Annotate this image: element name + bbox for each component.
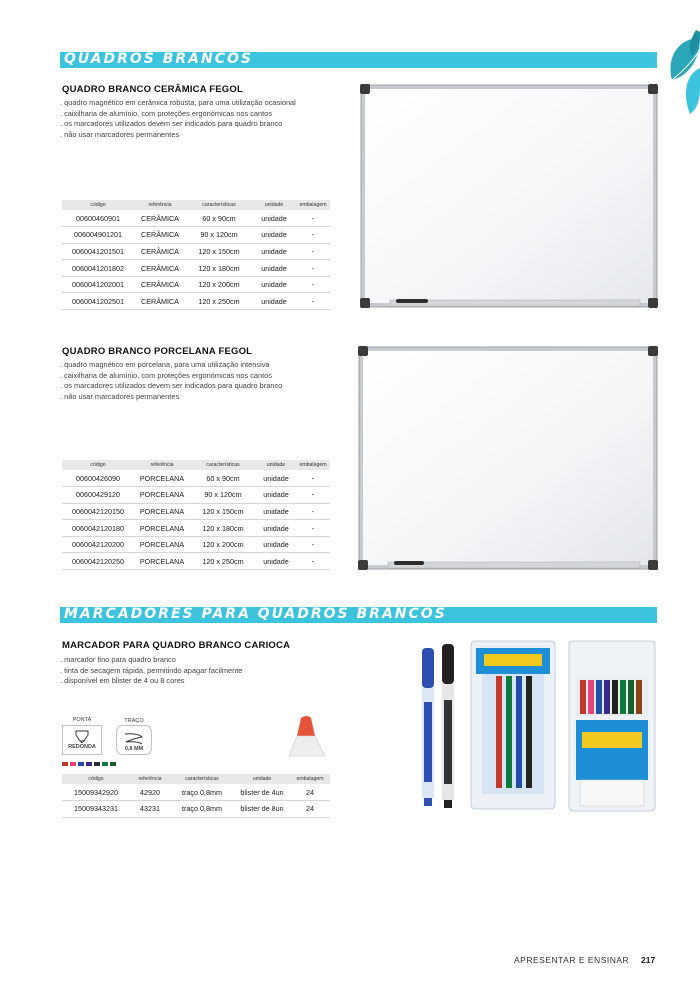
table-cell: 24 [290,784,330,801]
marker-tip-closeup-image [285,714,331,758]
description-line: . caixilharia de alumínio, com proteções ergonómicas nos cantos [60,108,272,118]
table-cell: unidade [252,293,296,310]
table-cell: - [296,227,330,244]
product-description-porcelain [60,360,282,402]
table-cell: CERÂMICA [134,276,186,293]
table-cell: 00600426090 [62,470,134,487]
description-line: . caixilharia de alumínio, com proteções ergonómicas nos cantos [60,370,272,380]
table-cell: unidade [252,210,296,227]
table-cell: - [296,243,330,260]
description-line: . disponível em blister de 4 ou 8 cores [60,676,185,685]
description-line: . marcador fino para quadro branco [60,655,176,664]
color-swatch [110,762,116,766]
table-cell: PORCELANA [134,470,190,487]
header-embalagem: embalagem [296,200,330,210]
table-row [62,260,330,277]
table-cell: - [296,470,330,487]
header-unidade: unidade [234,774,290,784]
header-embalagem: embalagem [296,460,330,470]
table-header-row [62,200,330,210]
table-cell: 120 x 200cm [190,536,256,553]
table-row [62,553,330,570]
table-cell: 60 x 90cm [190,470,256,487]
color-swatch [86,762,92,766]
table-header-row [62,460,330,470]
round-tip-icon [62,725,102,755]
table-row [62,784,330,801]
blister-4-markers-image [470,640,556,810]
table-row [62,243,330,260]
product-title-marker: MARCADOR PARA QUADRO BRANCO CARIOCA [62,640,291,651]
section-banner-title: MARCADORES PARA QUADROS BRANCOS [64,606,447,622]
table-cell: 0060041202501 [62,293,134,310]
table-cell: CERÂMICA [134,243,186,260]
table-cell: unidade [256,470,296,487]
footer-section-label: APRESENTAR E ENSINAR [514,955,630,965]
table-cell: unidade [252,276,296,293]
table-row [62,801,330,818]
table-cell: 24 [290,801,330,818]
table-row [62,470,330,487]
spec-table-ceramic [62,200,330,310]
header-caracteristicas: características [170,774,234,784]
table-cell: 006004901201 [62,227,134,244]
table-row [62,276,330,293]
product-description-marker [60,655,242,687]
table-cell: 0060042120250 [62,553,134,570]
table-cell: - [296,276,330,293]
table-cell: 120 x 180cm [186,260,252,277]
table-row [62,536,330,553]
table-cell: - [296,520,330,537]
color-swatch [94,762,100,766]
table-cell: PORCELANA [134,536,190,553]
section-banner-whiteboards [60,52,657,68]
table-cell: 120 x 250cm [190,553,256,570]
table-cell: 43231 [130,801,170,818]
table-cell: 0060041202001 [62,276,134,293]
color-swatch [62,762,68,766]
table-cell: unidade [252,227,296,244]
color-swatch [70,762,76,766]
table-cell: blister de 8un [234,801,290,818]
table-cell: 120 x 200cm [186,276,252,293]
table-row [62,520,330,537]
header-unidade: unidade [256,460,296,470]
tip-label: PONTA [72,717,92,723]
table-cell: 120 x 250cm [186,293,252,310]
table-cell: - [296,553,330,570]
table-cell: unidade [252,260,296,277]
table-cell: 120 x 150cm [190,503,256,520]
table-cell: - [296,536,330,553]
table-cell: 120 x 150cm [186,243,252,260]
table-cell: unidade [256,503,296,520]
table-cell: blister de 4un [234,784,290,801]
table-cell: 120 x 180cm [190,520,256,537]
table-row [62,293,330,310]
section-banner-markers [60,607,657,623]
description-line: . não usar marcadores permanentes [60,391,180,401]
header-referencia: referência [134,460,190,470]
table-cell: unidade [252,243,296,260]
description-line: . tinta de secagem rápida, permitindo apagar facilmente [60,665,243,675]
section-banner-title: QUADROS BRANCOS [64,51,253,67]
table-cell: CERÂMICA [134,210,186,227]
table-cell: PORCELANA [134,487,190,504]
table-cell: PORCELANA [134,503,190,520]
table-cell: unidade [256,520,296,537]
table-cell: 0060041201802 [62,260,134,277]
table-cell: - [296,503,330,520]
table-cell: 60 x 90cm [186,210,252,227]
table-row [62,227,330,244]
header-caracteristicas: características [190,460,256,470]
stroke-label: TRAÇO [124,718,144,724]
stroke-value: 0,8 MM [124,746,144,752]
description-line: . não usar marcadores permanentes [60,129,180,139]
table-cell: 0060041201501 [62,243,134,260]
table-cell: unidade [256,536,296,553]
table-cell: 0060042120150 [62,503,134,520]
header-referencia: referência [130,774,170,784]
product-title-ceramic: QUADRO BRANCO CERÂMICA FEGOL [62,84,243,95]
product-title-porcelain: QUADRO BRANCO PORCELANA FEGOL [62,346,253,357]
leaf-decoration-icon [658,28,700,118]
header-codigo: código [62,460,134,470]
color-swatch [78,762,84,766]
table-cell: unidade [256,553,296,570]
table-cell: - [296,487,330,504]
tip-value: REDONDA [68,744,96,750]
table-cell: - [296,293,330,310]
table-cell: 0060042120200 [62,536,134,553]
header-caracteristicas: características [186,200,252,210]
table-header-row [62,774,330,784]
table-cell: - [296,210,330,227]
description-line: . os marcadores utilizados devem ser indicados para quadro branco [60,381,283,390]
spec-table-porcelain [62,460,330,570]
table-cell: 42920 [130,784,170,801]
table-row [62,210,330,227]
blister-8-markers-image [568,640,656,812]
header-embalagem: embalagem [290,774,330,784]
table-cell: 0060042120180 [62,520,134,537]
table-cell: traço 0,8mm [170,784,234,801]
table-cell: traço 0,8mm [170,801,234,818]
table-cell: 00600429120 [62,487,134,504]
description-line: . quadro magnético em porcelana, para uma utilização intensiva [60,360,270,369]
whiteboard-ceramic-image [360,84,658,308]
table-cell: 90 x 120cm [190,487,256,504]
table-cell: 15009342920 [62,784,130,801]
product-description-ceramic [60,98,296,140]
markers-single-image [418,642,460,810]
table-cell: CERÂMICA [134,227,186,244]
table-cell: unidade [256,487,296,504]
table-cell: 00600460901 [62,210,134,227]
table-row [62,487,330,504]
table-cell: CERÂMICA [134,293,186,310]
color-swatch [102,762,108,766]
table-cell: PORCELANA [134,553,190,570]
table-cell: 90 x 120cm [186,227,252,244]
description-line: . quadro magnético em cerâmica robusta, para uma utilização ocasional [60,98,296,107]
table-cell: CERÂMICA [134,260,186,277]
table-cell: PORCELANA [134,520,190,537]
page-number: 217 [641,955,656,965]
header-codigo: código [62,200,134,210]
description-line: . os marcadores utilizados devem ser indicados para quadro branco [60,119,283,128]
header-unidade: unidade [252,200,296,210]
table-row [62,503,330,520]
table-cell: 15009343231 [62,801,130,818]
header-referencia: referência [134,200,186,210]
header-codigo: código [62,774,130,784]
spec-table-marker [62,774,330,818]
whiteboard-porcelain-image [358,346,658,570]
table-cell: - [296,260,330,277]
